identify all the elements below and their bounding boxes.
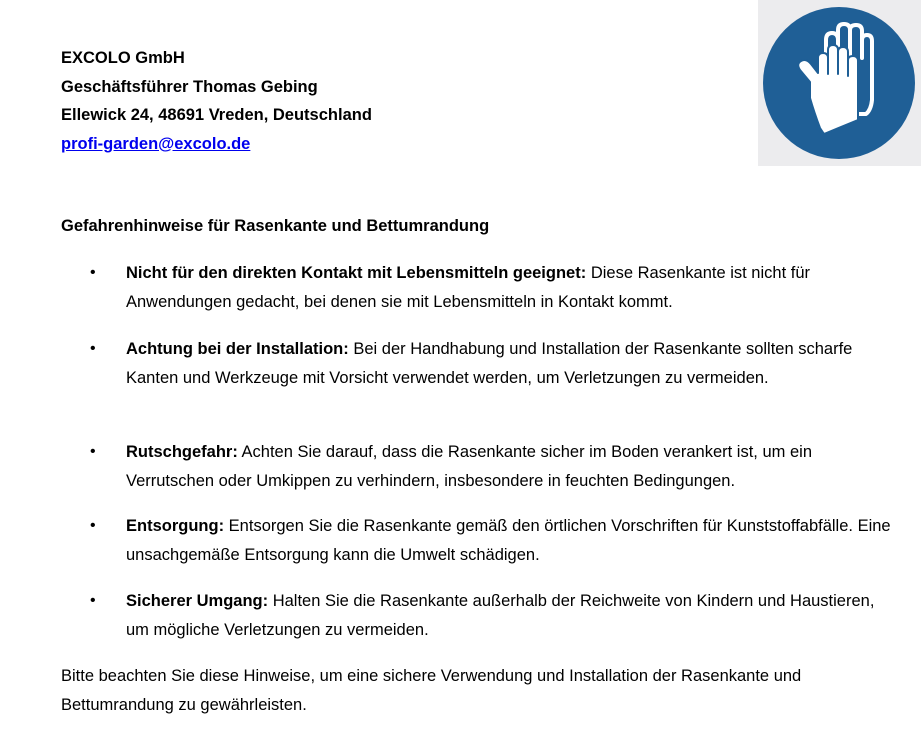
bullet-icon: • [90, 443, 96, 460]
hazard-text [126, 512, 896, 569]
hazard-text [126, 335, 896, 392]
hazard-description: Diese Rasenkante ist nicht für Anwendungen gedacht, bei denen sie mit Lebensmitteln in Kontakt kommt. [126, 264, 811, 311]
company-address: Ellewick 24, 48691 Vreden, Deutschland [61, 106, 372, 124]
hazard-title: Nicht für den direkten Kontakt mit Lebensmitteln geeignet: [126, 264, 587, 282]
hazard-title: Entsorgung: [126, 517, 225, 535]
hazard-text [126, 438, 896, 495]
company-name: EXCOLO GmbH [61, 49, 185, 67]
hazard-description: Halten Sie die Rasenkante außerhalb der Reichweite von Kindern und Haustieren, um mögliche Verletzungen zu vermeiden. [126, 592, 875, 639]
hazard-description: Achten Sie darauf, dass die Rasenkante sicher im Boden verankert ist, um ein Verrutschen oder Umkippen zu verhindern, insbesondere in feuchten Bedingungen. [126, 443, 812, 490]
bullet-icon: • [90, 340, 96, 357]
protective-gloves-icon [758, 0, 921, 166]
hazard-heading: Gefahrenhinweise für Rasenkante und Bettumrandung [61, 217, 490, 235]
hazard-description: Entsorgen Sie die Rasenkante gemäß den örtlichen Vorschriften für Kunststoffabfälle. Eine unsachgemäße Entsorgung kann die Umwelt schädigen. [126, 517, 891, 564]
company-email-link[interactable]: profi-garden@excolo.de [61, 134, 251, 153]
bullet-icon: • [90, 592, 96, 609]
bullet-icon: • [90, 264, 96, 281]
bullet-icon: • [90, 517, 96, 534]
hazard-text [126, 259, 896, 316]
closing-note: Bitte beachten Sie diese Hinweise, um eine sichere Verwendung und Installation der Rasenkante und Bettumrandung zu gewährleisten. [61, 667, 802, 714]
company-manager: Geschäftsführer Thomas Gebing [61, 77, 318, 96]
protective-gloves-sign [758, 0, 921, 166]
hazard-title: Sicherer Umgang: [126, 592, 269, 610]
hazard-title: Achtung bei der Installation: [126, 340, 349, 358]
hazard-text [126, 587, 896, 644]
hazard-title: Rutschgefahr: [126, 443, 238, 461]
company-info [61, 44, 372, 158]
hazard-description: Bei der Handhabung und Installation der Rasenkante sollten scharfe Kanten und Werkzeuge mit Vorsicht verwendet werden, um Verletzungen zu vermeiden. [126, 340, 853, 387]
